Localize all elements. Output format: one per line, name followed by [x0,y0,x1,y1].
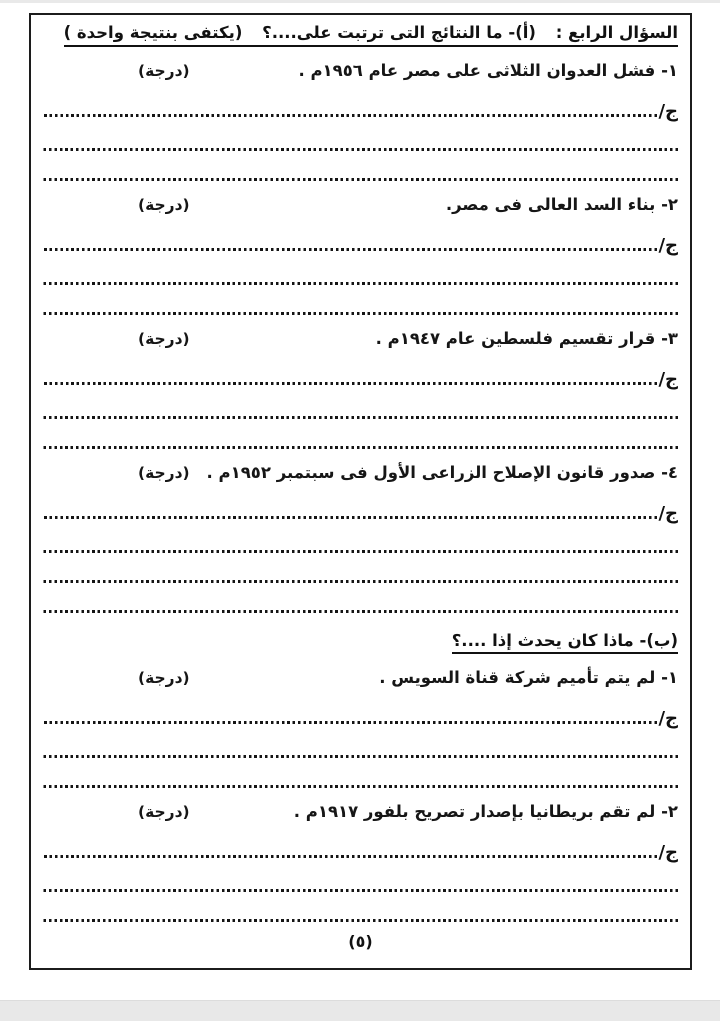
grade-label: (درجة) [138,330,190,348]
question-text: ٢- بناء السد العالى فى مصر. [445,195,678,214]
exam-paper [29,13,692,970]
grade-label: (درجة) [138,803,190,821]
page-number: (٥) [348,932,373,951]
question-four-header [64,23,678,47]
question-row [43,195,678,221]
answer-dotted-line [43,855,657,858]
grade-label: (درجة) [138,196,190,214]
screenshot-bottom-bar [0,1000,720,1021]
answer-dotted-line [43,580,678,583]
answer-prefix-label: ج/ [658,101,678,122]
answer-dotted-line [43,516,657,519]
question-text: ١- فشل العدوان الثلاثى على مصر عام ١٩٥٦م . [298,61,678,80]
answer-line [43,365,678,389]
answer-dotted-line [43,721,657,724]
answer-line [43,97,678,121]
answer-line [43,499,678,523]
answer-dotted-line [43,446,678,449]
answer-dotted-line [43,889,678,892]
question-row [43,329,678,355]
question-row [43,463,678,489]
question-four-title: السؤال الرابع : [555,23,678,42]
question-text: ١- لم يتم تأميم شركة قناة السويس . [379,668,678,687]
part-a-prompt: (أ)- ما النتائج التى ترتبت على....؟ [262,23,536,42]
grade-label: (درجة) [138,62,190,80]
question-row [43,668,678,694]
answer-dotted-line [43,755,678,758]
answer-prefix-label: ج/ [658,235,678,256]
question-row [43,802,678,828]
question-text: ٢- لم تقم بريطانيا بإصدار تصريح بلفور ١٩١٧م . [293,802,678,821]
answer-prefix-label: ج/ [658,369,678,390]
question-row [43,61,678,87]
question-text: ٤- صدور قانون الإصلاح الزراعى الأول فى سبتمبر ١٩٥٢م . [206,463,678,482]
answer-dotted-line [43,312,678,315]
answer-line [43,704,678,728]
answer-dotted-line [43,785,678,788]
answer-dotted-line [43,382,657,385]
answer-prefix-label: ج/ [658,503,678,524]
screenshot-top-edge [0,0,720,3]
grade-label: (درجة) [138,464,190,482]
answer-dotted-line [43,178,678,181]
answer-prefix-label: ج/ [658,708,678,729]
answer-dotted-line [43,148,678,151]
answer-line [43,838,678,862]
part-a-note: (يكتفى بنتيجة واحدة ) [63,23,243,42]
answer-dotted-line [43,919,678,922]
question-text: ٣- قرار تقسيم فلسطين عام ١٩٤٧م . [375,329,678,348]
answer-dotted-line [43,416,678,419]
answer-dotted-line [43,282,678,285]
answer-dotted-line [43,550,678,553]
grade-label: (درجة) [138,669,190,687]
answer-prefix-label: ج/ [658,842,678,863]
part-b-header: (ب)- ماذا كان يحدث إذا ....؟ [452,631,678,654]
answer-dotted-line [43,114,657,117]
answer-line [43,231,678,255]
answer-dotted-line [43,248,657,251]
